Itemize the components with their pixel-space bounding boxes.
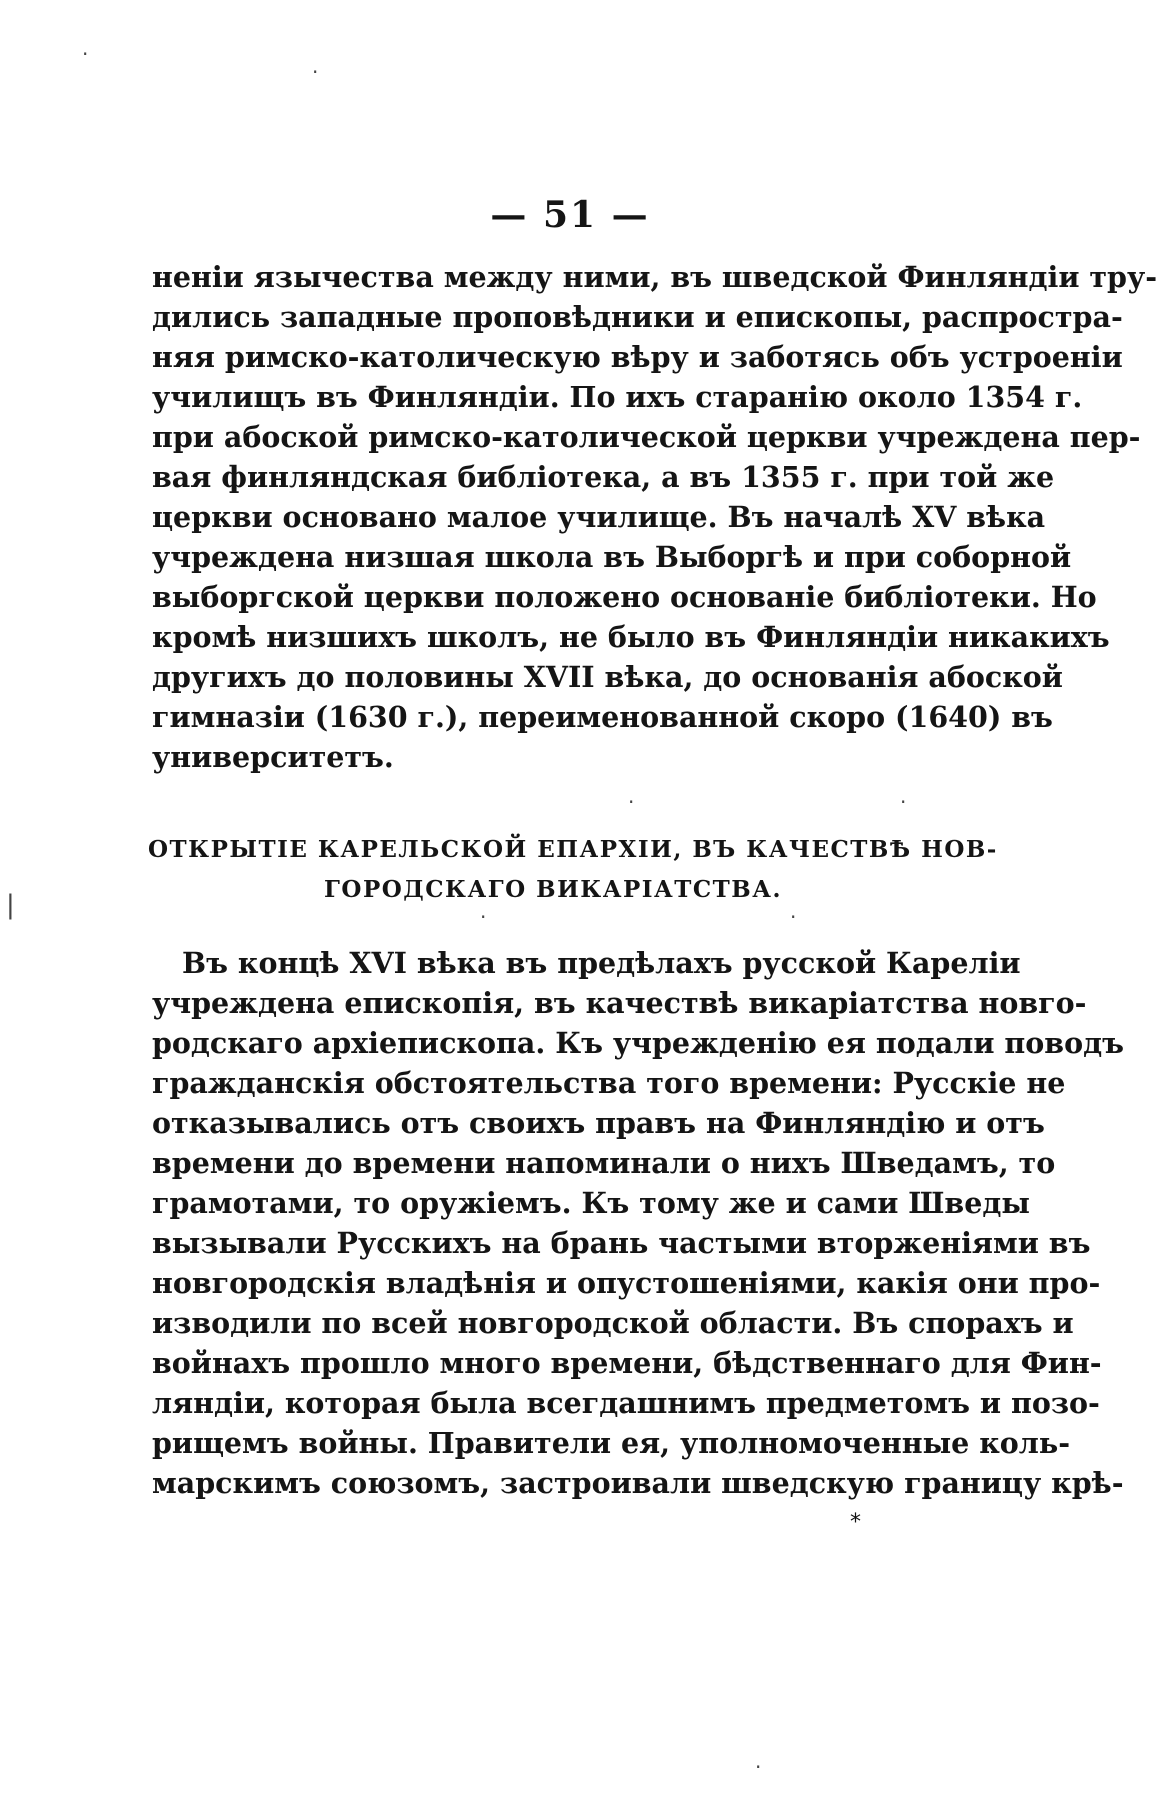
text-line: кромѣ низшихъ школъ, не было въ Финляндіи никакихъ	[152, 620, 1110, 654]
text-line: университетъ.	[152, 740, 394, 774]
text-line: марскимъ союзомъ, застроивали шведскую границу крѣ-	[152, 1466, 1124, 1500]
text-line: изводили по всей новгородской области. Въ спорахъ и	[152, 1306, 1074, 1340]
text-line: гимназіи (1630 г.), переименованной скоро (1640) въ	[152, 700, 1053, 734]
print-speck: ·	[82, 42, 89, 66]
text-line: родскаго архіепископа. Къ учрежденію ея подали поводъ	[152, 1026, 1124, 1060]
text-line: при абоской римско-католической церкви учреждена пер-	[152, 420, 1141, 454]
text-line: гражданскія обстоятельства того времени: Русскіе не	[152, 1066, 1066, 1100]
text-line: ляндіи, которая была всегдашнимъ предметомъ и позо-	[152, 1386, 1100, 1420]
text-line: вызывали Русскихъ на брань частыми вторженіями въ	[152, 1226, 1091, 1260]
text-line: вая финляндская библіотека, а въ 1355 г. при той же	[152, 460, 1055, 494]
print-speck: |	[6, 890, 15, 920]
text-line: другихъ до половины XVII вѣка, до основанія абоской	[152, 660, 1063, 694]
text-line: времени до времени напоминали о нихъ Шведамъ, то	[152, 1146, 1056, 1180]
print-speck: ·	[480, 905, 487, 929]
print-speck: ·	[755, 1755, 762, 1779]
text-line: няя римско-католическую вѣру и заботясь объ устроеніи	[152, 340, 1123, 374]
text-line: училищъ въ Финляндіи. По ихъ старанію около 1354 г.	[152, 380, 1083, 414]
text-line: грамотами, то оружіемъ. Къ тому же и сами Шведы	[152, 1186, 1030, 1220]
text-line: выборгской церкви положено основаніе библіотеки. Но	[152, 580, 1097, 614]
section-heading-line: ГОРОДСКАГО ВИКАРІАТСТВА.	[324, 876, 782, 903]
text-line: неніи язычества между ними, въ шведской Финляндіи тру-	[152, 260, 1157, 294]
print-speck: ·	[900, 790, 907, 814]
footer-mark: *	[850, 1510, 861, 1535]
print-speck: ·	[312, 60, 319, 84]
text-line: церкви основано малое училище. Въ началѣ XV вѣка	[152, 500, 1046, 534]
print-speck: ·	[790, 905, 797, 929]
text-line: учреждена низшая школа въ Выборгѣ и при соборной	[152, 540, 1072, 574]
text-line: войнахъ прошло много времени, бѣдственнаго для Фин-	[152, 1346, 1102, 1380]
text-line: дились западные проповѣдники и епископы, распростра-	[152, 300, 1123, 334]
section-heading-line: ОТКРЫТІЕ КАРЕЛЬСКОЙ ЕПАРХІИ, ВЪ КАЧЕСТВѢ НОВ-	[148, 836, 998, 863]
page-number: — 51 —	[490, 194, 650, 236]
text-line: Въ концѣ XVI вѣка въ предѣлахъ русской Кареліи	[182, 946, 1021, 980]
print-speck: ·	[628, 790, 635, 814]
text-line: новгородскія владѣнія и опустошеніями, какія они про-	[152, 1266, 1101, 1300]
text-line: учреждена епископія, въ качествѣ викаріатства новго-	[152, 986, 1087, 1020]
text-line: рищемъ войны. Правители ея, уполномоченные коль-	[152, 1426, 1071, 1460]
text-line: отказывались отъ своихъ правъ на Финляндію и отъ	[152, 1106, 1045, 1140]
